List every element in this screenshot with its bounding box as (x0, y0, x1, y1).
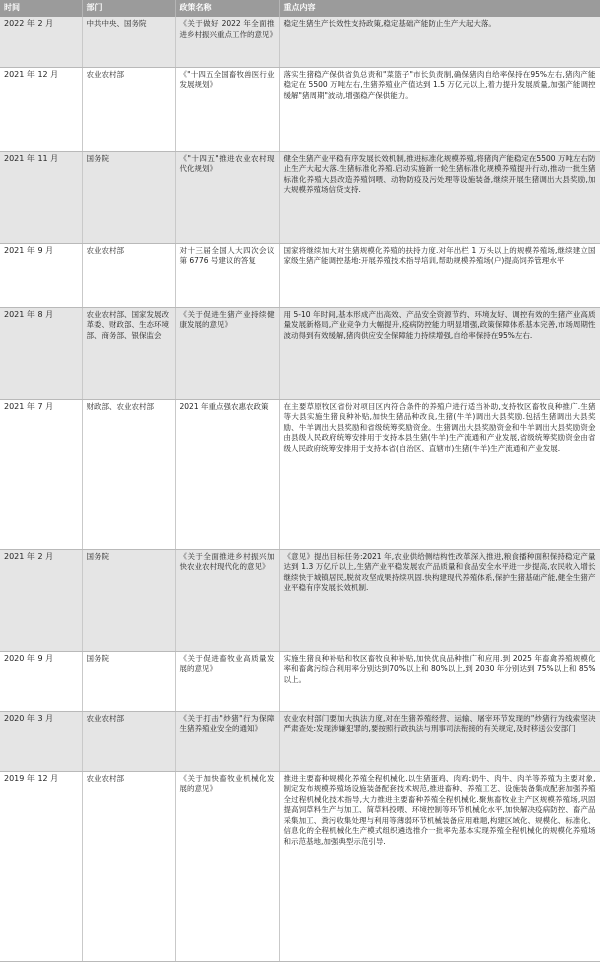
cell-time: 2021 年 7 月 (0, 399, 82, 549)
table-row (0, 17, 600, 67)
cell-department: 农业农村部 (82, 243, 175, 307)
cell-department: 农业农村部、国家发展改革委、财政部、生态环境部、商务部、银保监会 (82, 307, 175, 399)
cell-policy-name: 2021 年重点强农惠农政策 (175, 399, 279, 549)
cell-key-content: 《意见》提出目标任务:2021 年,农业供给侧结构性改革深入推进,粮食播种面积保持稳定产量达到 1.3 万亿斤以上,生猪产业平稳发展农产品质量和食品安全水平进一步提高,农民收入增长继续快于城镇居民,脱贫攻坚成果持续巩固.快构建现代养殖体系,保护生猪基础产能,健全生猪产业平稳有序发展长效机制. (279, 549, 600, 651)
cell-policy-name: 《关于全面推进乡村振兴加快农业农村现代化的意见》 (175, 549, 279, 651)
cell-time: 2020 年 3 月 (0, 711, 82, 771)
cell-time: 2020 年 9 月 (0, 651, 82, 711)
cell-key-content: 实施生猪良种补贴和牧区畜牧良种补贴,加快优良品种推广和应用.到 2025 年畜禽养殖规模化率和畜禽污综合利用率分别达到70%以上和 80%以上,到 2030 年分别达到 75%以上和 85%以上。 (279, 651, 600, 711)
cell-time: 2021 年 2 月 (0, 549, 82, 651)
cell-key-content: 在主要草原牧区省份对项目区内符合条件的养殖户进行适当补助,支持牧区畜牧良种推广.生猪等大县实施生猪良种补贴,加快生猪品种改良,生猪(牛羊)调出大县奖励.包括生猪调出大县奖励、牛羊调出大县奖励和省级统筹奖励资金。生猪调出大县奖励资金和牛羊调出大县奖励资金由县级人民政府统筹安排用于支持本县生猪(牛羊)生产流通和产业发展,省级统筹奖励资金由省级人民政府统筹安排用于支持本省(自治区、直辖市)生猪(牛羊)生产流通和产业发展. (279, 399, 600, 549)
table-row (0, 307, 600, 399)
cell-policy-name: 《关于打击"炒猪"行为保障生猪养殖业安全的通知》 (175, 711, 279, 771)
cell-time: 2021 年 11 月 (0, 151, 82, 243)
table-body (0, 17, 600, 961)
header-department: 部门 (82, 0, 175, 17)
cell-policy-name: 《关于促进生猪产业持续健康发展的意见》 (175, 307, 279, 399)
cell-time: 2022 年 2 月 (0, 17, 82, 67)
cell-department: 农业农村部 (82, 711, 175, 771)
cell-department: 农业农村部 (82, 67, 175, 151)
cell-department: 财政部、农业农村部 (82, 399, 175, 549)
cell-time: 2021 年 12 月 (0, 67, 82, 151)
cell-key-content: 推进主要畜种规模化养殖全程机械化.以生猪蛋鸡、肉鸡:奶牛、肉牛、肉羊等养殖为主要对象,制定发布规模养殖场设施装备配套技术规范,推进畜种、养殖工艺、设施装备集成配套加强养殖全过程机械化技术指导,大力推进主要畜种养殖全程机械化.聚焦畜牧业主产区规模养殖场,巩固提高饲草料生产与加工、简草料投喂、环境控制等环节机械化水平,加快解决疫病防控、畜产品采集加工、粪污收集处理与利用等薄弱环节机械装备应用难题,构建区域化、规模化、标准化、信息化的全程机械化生产模式组织遴选推介一批率先基本实现养殖全程机械化的规模化养殖场和示范基地,加强典型示范引导. (279, 771, 600, 961)
cell-policy-name: 《"十四五全国畜牧兽医行业发展规划》 (175, 67, 279, 151)
table-row (0, 399, 600, 549)
table-header (0, 0, 600, 17)
cell-time: 2021 年 9 月 (0, 243, 82, 307)
cell-key-content: 农业农村部门要加大执法力度,对在生猪养殖经营、运输、屠宰环节发现的"炒猪行为线索坚决严肃查处:发现涉嫌犯罪的,要按照行政执法与刑事司法衔接的有关规定,及时移送公安部门 (279, 711, 600, 771)
cell-policy-name: 《关于做好 2022 年全面推进乡村振兴重点工作的意见》 (175, 17, 279, 67)
table-row (0, 651, 600, 711)
table-row (0, 711, 600, 771)
cell-policy-name: 《关于加快畜牧业机械化发展的意见》 (175, 771, 279, 961)
cell-department: 国务院 (82, 651, 175, 711)
table-row (0, 549, 600, 651)
header-time: 时间 (0, 0, 82, 17)
cell-department: 中共中央、国务院 (82, 17, 175, 67)
cell-policy-name: 《"十四五"推进农业农村现代化规划》 (175, 151, 279, 243)
table-row (0, 151, 600, 243)
cell-department: 国务院 (82, 151, 175, 243)
header-policy-name: 政策名称 (175, 0, 279, 17)
cell-key-content: 国家将继续加大对生猪规模化养殖的扶持力度.对年出栏 1 万头以上的规模养殖场,继续建立国家级生猪产能调控基地:开展养殖技术指导培训,帮助规模养殖场(户)提高饲养管理水平 (279, 243, 600, 307)
cell-key-content: 健全生猪产业平稳有序发展长效机制,推进标准化规模养殖,将猪肉产能稳定在5500 万吨左右防止生产大起大落.生猪标准化养殖.启动实施新一轮生猪标准化规模养殖提升行动,推动一批生猪标准化养殖大县改造养殖饲喂、动物防疫及污处理等设施装备,继续开展生猪调出大县奖励,加大规模养殖场信贷支持. (279, 151, 600, 243)
cell-department: 国务院 (82, 549, 175, 651)
table-row (0, 771, 600, 961)
cell-policy-name: 对十三届全国人大四次会议第 6776 号建议的答复 (175, 243, 279, 307)
cell-time: 2021 年 8 月 (0, 307, 82, 399)
header-row (0, 0, 600, 17)
table-row (0, 243, 600, 307)
cell-policy-name: 《关于促进畜牧业高质量发展的意见》 (175, 651, 279, 711)
cell-key-content: 用 5-10 年时间,基本形成产出高效、产品安全资源节约、环境友好、调控有效的生猪产业高质量发展新格局,产业竞争力大幅提升,疫病防控能力明显增强,政策保障体系基本完善,市场周期性波动得到有效缓解,猪肉供应安全保障能力持续增强,自给率保持在95%左右. (279, 307, 600, 399)
cell-key-content: 稳定生猪生产长效性支持政策,稳定基础产能防止生产大起大落。 (279, 17, 600, 67)
header-key-content: 重点内容 (279, 0, 600, 17)
cell-time: 2019 年 12 月 (0, 771, 82, 961)
table-row (0, 67, 600, 151)
cell-department: 农业农村部 (82, 771, 175, 961)
cell-key-content: 落实生猪稳产保供省负总责和"菜篮子"市长负责制,确保猪肉自给率保持在95%左右,猪肉产能稳定在 5500 万吨左右,生猪养殖业产值达到 1.5 万亿元以上,着力提升发展质量,加强产能调控缓解"猪周期"波动,增强稳产保供能力。 (279, 67, 600, 151)
